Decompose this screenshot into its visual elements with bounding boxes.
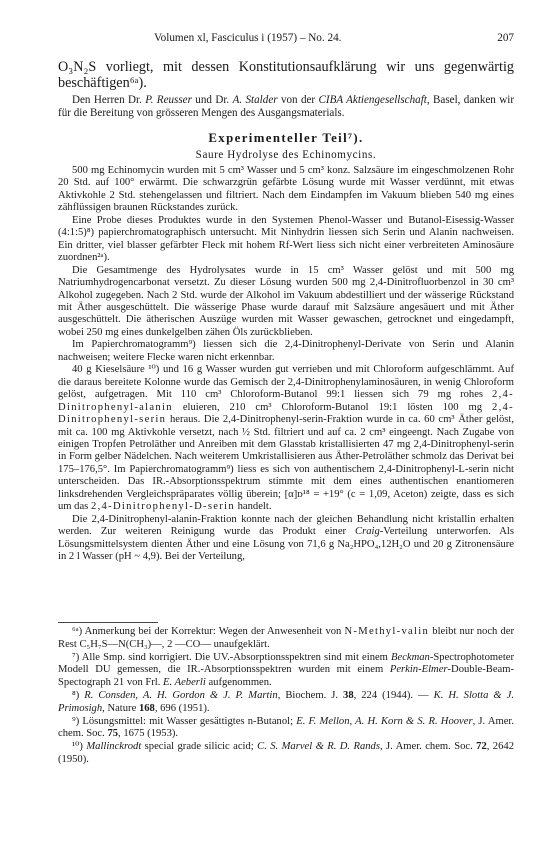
running-head-title: Volumen xl, Fasciculus i (1957) – No. 24. [154, 32, 342, 44]
experimental-body [58, 165, 514, 564]
fn7-text-e: -Double-Beam-Spectograph 21 von Frl. [58, 664, 514, 689]
ack-name-reusser: P. Reusser [145, 94, 192, 106]
fn10-marker: ¹⁰) [72, 741, 87, 753]
footnotes [58, 626, 514, 767]
fn9-volume: 75 [107, 728, 119, 740]
compound-dnp-serine: 2,4-Dinitrophenyl-serin [58, 401, 514, 426]
paragraph-column-separation [58, 364, 514, 513]
fn10-pages: , 2642 (1950). [58, 741, 514, 765]
fn8-volume-1: 38 [343, 689, 354, 701]
fn10-authors: C. S. Marvel & R. D. Rands [257, 741, 380, 753]
running-head [58, 30, 514, 46]
page-number: 207 [497, 32, 514, 44]
paragraph-dnp-derivatives: Die Gesamtmenge des Hydrolysates wurde in 15 cm³ Wasser gelöst und mit 500 mg Natriumhydrogencarbonat versetzt. Zu dieser Lösung wurden 500 mg 2,4-Dinitrofluorbenzol in 30 cm³ Alkohol zugegeben. Nach 2 Std. wurde der Alkohol im Vakuum abdestilliert und der wässerige Rückstand mit Äther ausgeschüttelt. Die wässerige Phase wurde darauf mit Salzsäure angesäuert und mit Äther ausgeschüttelt. Die ätherischen Auszüge wurden mit Wasser gewaschen, getrocknet und eingedampft, wobei 250 mg eines dunkelgelben zähen Öls zurückblieben. [58, 264, 514, 338]
name-craig: Craig [355, 526, 380, 538]
fn10-journal: , J. Amer. chem. Soc. [379, 741, 477, 753]
ack-text-3: von der [277, 94, 319, 106]
fn7-perkin-elmer: Perkin-Elmer [389, 664, 448, 676]
fn6a-compound: N-Methyl-valin [344, 626, 430, 637]
para5-text-c: eluieren, 210 cm³ Chloroform-Butanol 19:1 lösten 100 mg [172, 401, 493, 413]
section-subheading: Saure Hydrolyse des Echinomycins. [195, 149, 377, 161]
fn8-volume-2: 168 [138, 702, 155, 714]
paragraph-paper-chromatogram: Im Papierchromatogramm⁹) liessen sich die 2,4-Dinitrophenyl-Derivate von Serin und Alanin nachweisen; weitere Flecke waren nicht erkennbar. [58, 339, 514, 363]
footnote-10 [58, 741, 514, 767]
fn7-text-a: ⁷) Alle Smp. sind korrigiert. Die UV.-Absorptionsspektren sind mit einem [72, 651, 392, 663]
paragraph-hydrolysis: 500 mg Echinomycin wurden mit 5 cm³ Wasser und 5 cm³ konz. Salzsäure im eingeschmolzenen Rohr 20 Std. auf 100° erwärmt. Die schwarzgrün gefärbte Lösung wurde mit Wasser verdünnt, mit etwas Aktivkohle 2 Std. stehengelassen und filtriert. Nach dem Eindampfen im Vakuum blieben 540 mg eines zähflüssigen braunen Rückstandes zurück. [58, 165, 514, 214]
fn6a-text-a: ⁶ᵃ) Anmerkung bei der Korrektur: Wegen der Anwesenheit von [72, 626, 345, 637]
fn8-pages-2: , 696 (1951). [154, 702, 210, 714]
fn8-authors-2: K. H. Slotta & J. Primosigh [58, 689, 514, 714]
para5-text-g: handelt. [234, 501, 272, 513]
intro-sentence: O₃N₂S vorliegt, mit dessen Konstitutionsaufklärung wir uns gegenwärtig beschäftigen⁶ᵃ). [58, 59, 514, 91]
fn9-authors: E. F. Mellon, A. H. Korn & S. R. Hoover [296, 715, 473, 727]
footnote-7 [58, 652, 514, 690]
fn6a-text-c: bleibt nur noch der Rest C₅H₇S—N(CH₃)—, 2 —CO— unaufgeklärt. [58, 626, 514, 650]
para5-text-e: heraus. Die 2,4-Dinitrophenyl-serin-Fraktion wurde in ca. 60 cm³ Äther gelöst, mit ca. 100 mg Aktivkohle versetzt, nach ½ Std. filtriert und auf ca. 2 cm³ eingeengt. Nach Zugabe von einigen Tropfen Petroläther und Anreiben mit dem Glasstab kristallisierten 47 mg 2,4-Dinitrophenyl-serin in Form gelber Nädelchen. Nach weiterem Umkristallisieren aus Äther-Petroläther schmolz das Derivat bei 175–176,5°. Im Papierchromatogramm⁹) liess es sich von authentischem 2,4-Dinitrophenyl-L-serin nicht unterscheiden. Das IR.-Absorptionsspektrum stimmte mit dem eines authentischen enantiomeren linksdrehenden Vergleichspräparates völlig überein; [α]ᴅ¹⁸ = +19° (c = 1,09, Aceton) zeigte, dass es sich um das [58, 414, 514, 513]
ack-text-1: Den Herren Dr. [72, 94, 146, 106]
fn10-volume: 72 [476, 741, 487, 753]
fn10-mallinckrodt: Mallinckrodt [86, 741, 142, 753]
section-heading: Experimenteller Teil⁷). [208, 131, 364, 145]
fn8-authors-1: R. Consden, A. H. Gordon & J. P. Martin [84, 689, 278, 701]
ack-text-4: , Basel, danken wir für die Bereitung von grösseren Mengen des Ausgangsmaterials. [58, 94, 515, 119]
fn7-beckman: Beckman [391, 651, 430, 663]
fn9-journal: , J. Amer. chem. Soc. [58, 715, 514, 740]
fn7-aeberli: E. Aeberli [163, 677, 206, 689]
footnote-9 [58, 716, 514, 742]
compound-dnp-d-serine: 2,4-Dinitrophenyl-D-serin [90, 501, 235, 513]
fn8-journal-2: , Nature [102, 702, 139, 714]
fn7-text-g: aufgenommen. [205, 677, 272, 689]
ack-name-stalder: A. Stalder [232, 94, 278, 106]
paragraph-craig-distribution [58, 514, 514, 564]
paragraph-chromatography: Eine Probe dieses Produktes wurde in den Systemen Phenol-Wasser und Butanol-Eisessig-Wasser (4:1:5)⁸) papierchromatographisch untersucht. Mit Ninhydrin liessen sich Serin und Alanin nachweisen. Ein dritter, viel blasser gefärbter Fleck mit hohem Rf-Wert liess sich nicht einer verbreiteten Aminosäure zuordnen²ᵃ). [58, 214, 514, 264]
fn9-pages: , 1675 (1953). [118, 728, 179, 740]
footnote-6a [58, 626, 514, 652]
ack-company: CIBA Aktiengesellschaft [318, 94, 427, 106]
fn9-text-a: ⁹) Lösungsmittel: mit Wasser gesättigtes n-Butanol; [72, 715, 297, 727]
para6-text-a: Die 2,4-Dinitrophenyl-alanin-Fraktion konnte nach der gleichen Behandlung nicht kristallin erhalten werden. Zur weiteren Reinigung wurde das Produkt einer [58, 513, 514, 538]
para5-text-a: 40 g Kieselsäure ¹⁰) und 16 g Wasser wurden gut verrieben und mit Chloroform aufgeschlämmt. Auf die daraus bereitete Kolonne wurde das Gemisch der 2,4-Dinitrophenylaminosäuren, in wenig Chloroform gelöst, aufgetragen. Mit 110 cm³ Chloroform-Butanol 99:1 liessen sich 79 mg rohes [58, 364, 514, 401]
fn10-text-c: special grade silicic acid; [141, 741, 258, 753]
footnote-divider [58, 622, 158, 623]
acknowledgement-paragraph [58, 94, 514, 120]
fn8-marker: ⁸) [72, 689, 85, 701]
fn7-text-c: -Spectrophotometer Modell DU gemessen, die IR.-Absorptionsspektren wurden mit einem [58, 651, 514, 676]
compound-dnp-alanine: 2,4-Dinitrophenyl-alanin [58, 389, 514, 413]
fn8-pages-1: , 224 (1944). — [353, 689, 434, 701]
fn8-journal-1: , Biochem. J. [277, 689, 344, 701]
ack-text-2: und Dr. [191, 94, 233, 106]
para6-text-c: -Verteilung unterworfen. Als Lösungsmittelsystem dienten Äther und eine Lösung von 71,6 g Na₂HPO₄,12H₂O und 20 g Zitronensäure in 2 l Wasser (pH ~ 4,9). Bei der Verteilung, [58, 526, 514, 563]
footnote-8 [58, 690, 514, 716]
